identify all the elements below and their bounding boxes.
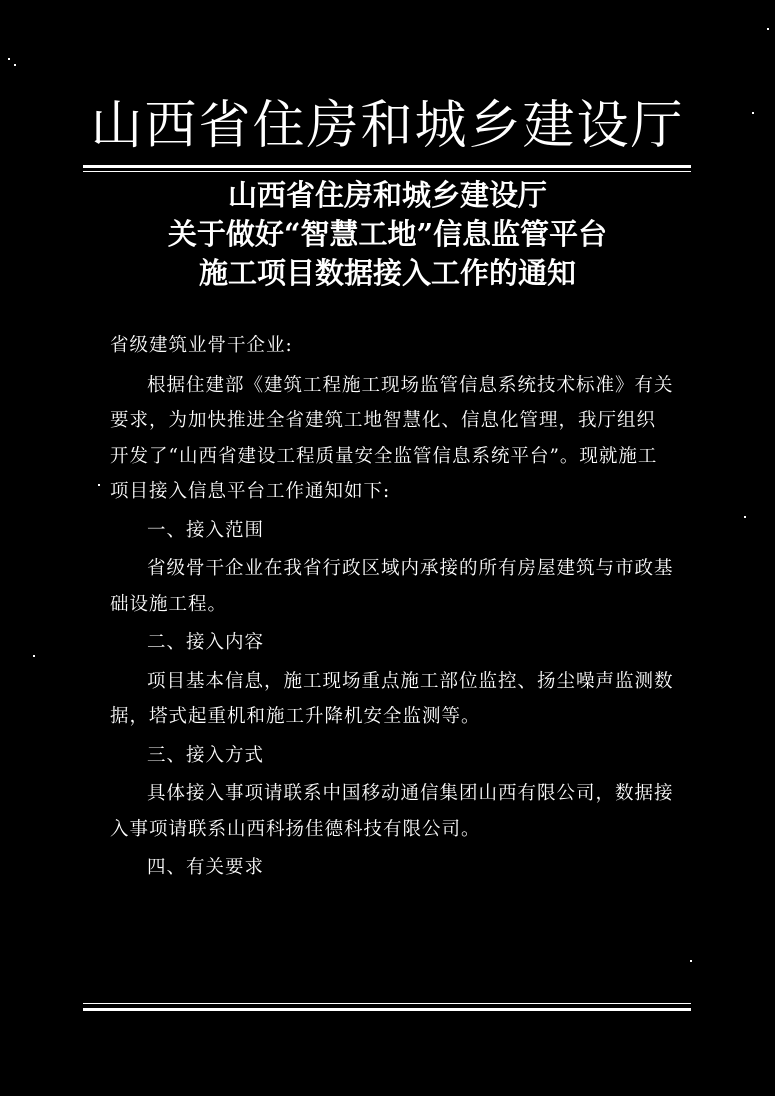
paragraph-content: 项目基本信息，施工现场重点施工部位监控、扬尘噪声监测数据，塔式起重机和施工升降机安全监测等。 [110, 670, 674, 727]
scan-speck [98, 484, 100, 486]
footer-rule-thick [83, 1008, 691, 1011]
footer-rule-thin [83, 1003, 691, 1004]
section-heading-4: 四、有关要求 [147, 857, 265, 878]
scan-speck [8, 58, 10, 60]
salutation: 省级建筑业骨干企业: [110, 335, 293, 356]
scan-speck [767, 28, 769, 30]
title-line-3: 施工项目数据接入工作的通知 [198, 256, 576, 290]
paragraph-method: 具体接入事项请联系中国移动通信集团山西有限公司，数据接入事项请联系山西科扬佳德科技有限公司。 [110, 783, 674, 840]
paragraph-scope: 省级骨干企业在我省行政区域内承接的所有房屋建筑与市政基础设施工程。 [110, 558, 674, 615]
paragraph-basis: 根据住建部《建筑工程施工现场监管信息系统技术标准》有关要求，为加快推进全省建筑工地智慧化、信息化管理，我厅组织开发了“山西省建设工程质量安全监管信息系统平台”。现就施工项目接入信息平台工作通知如下: [110, 374, 674, 502]
title-line-1: 山西省住房和城乡建设厅 [227, 178, 547, 212]
scan-speck [744, 516, 746, 518]
scan-speck [33, 655, 35, 657]
section-heading-3: 三、接入方式 [147, 744, 265, 766]
letterhead-rule-thin [83, 171, 691, 172]
document-title [0, 176, 775, 293]
scan-speck [14, 64, 16, 66]
document-body [110, 328, 675, 889]
letterhead-rule-thick [83, 165, 691, 168]
section-heading-2: 二、接入内容 [147, 632, 265, 653]
scan-speck [690, 960, 692, 962]
letterhead-org-name: 山西省住房和城乡建设厅 [90, 96, 685, 156]
section-heading-1: 一、接入范围 [147, 519, 265, 541]
title-line-2: 关于做好“智慧工地”信息监管平台 [167, 217, 608, 251]
